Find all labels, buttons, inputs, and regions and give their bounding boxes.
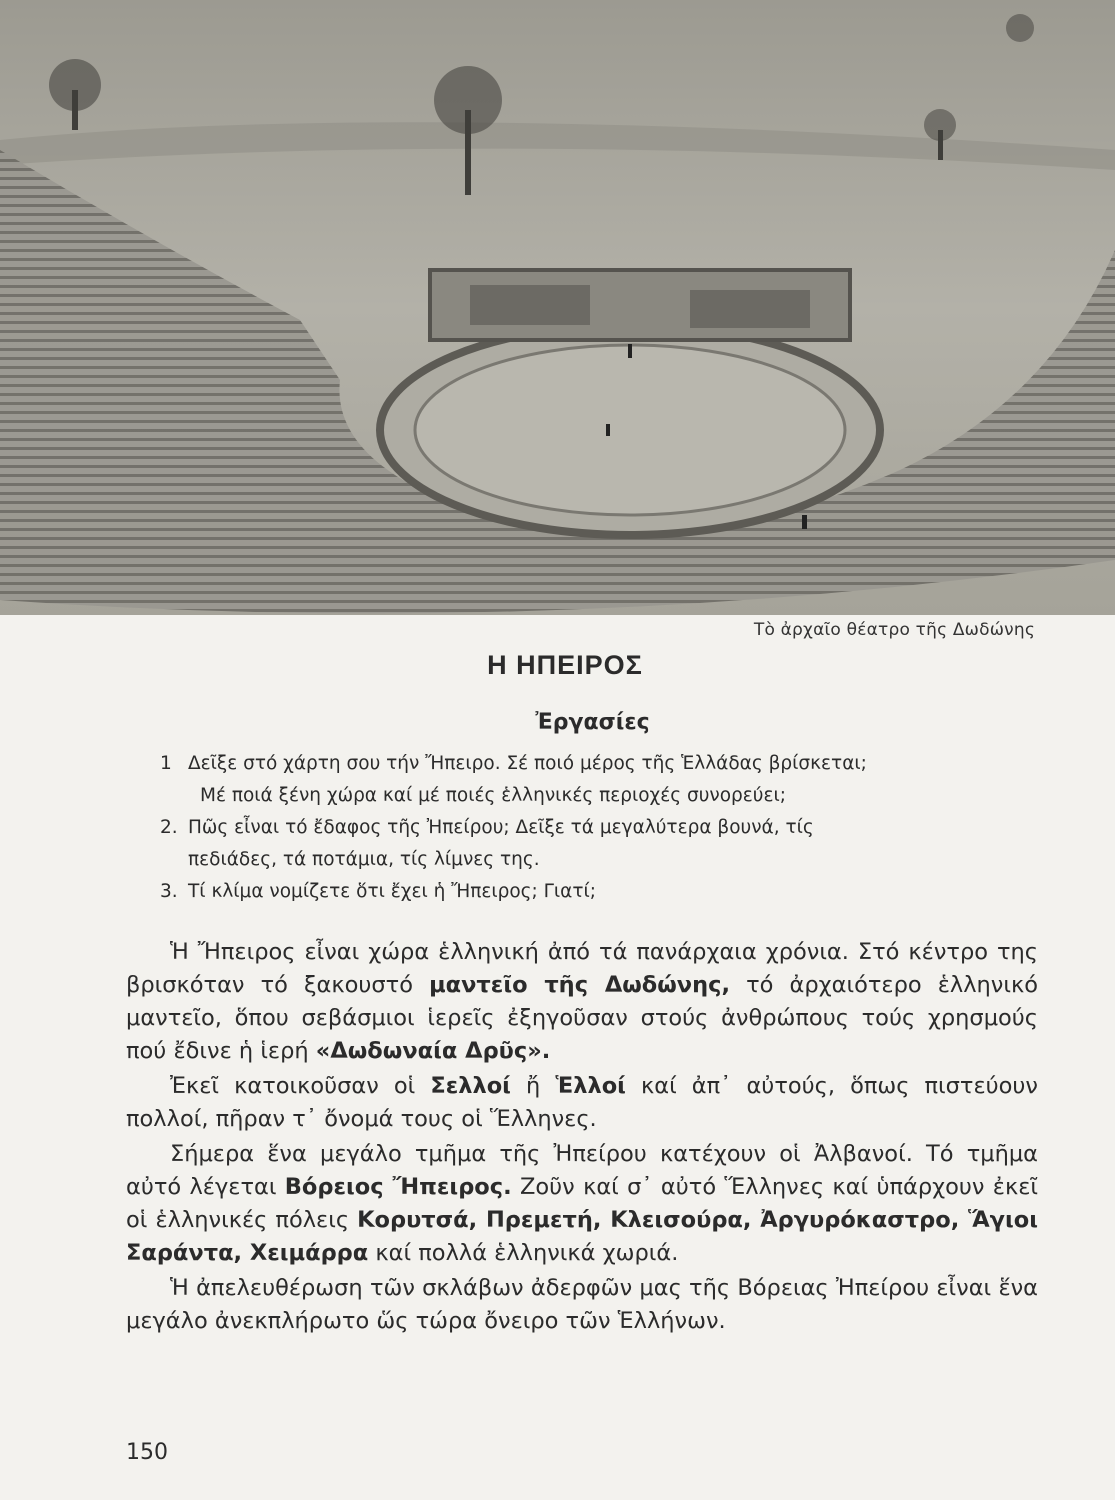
task-line: πεδιάδες, τά ποτάμια, τίς λίμνες της.: [188, 849, 540, 870]
bold-run: μαντεῖο τῆς Δωδώνης,: [429, 972, 731, 998]
dodona-theatre-photo: [0, 0, 1115, 615]
tasks-heading: Ἐργασίες: [535, 710, 650, 735]
photo-caption: Τὸ ἀρχαῖο θέατρο τῆς Δωδώνης: [753, 620, 1035, 640]
body-text: [126, 936, 1038, 1340]
text-run: Ἡ Ἤπειρος εἶναι χώρα ἑλληνική ἀπό τά πανάρχαια χρόνια. Στό κέντρο της βρισκόταν τό ξακουστό: [126, 939, 1038, 998]
theatre-illustration: [0, 0, 1115, 615]
text-run: ἤ: [510, 1073, 556, 1099]
text-run: καί ἀπ᾽ αὐτούς, ὅπως πιστεύουν πολλοί, πῆραν τ᾽ ὄνομά τους οἱ Ἕλληνες.: [126, 1073, 1038, 1132]
page-number: 150: [126, 1440, 168, 1465]
text-run: Ἡ ἀπελευθέρωση τῶν σκλάβων ἀδερφῶν μας τῆς Βόρειας Ἠπείρου εἶναι ἕνα μεγάλο ἀνεκπλήρωτο ὥς τώρα ὄνειρο τῶν Ἑλλήνων.: [126, 1275, 1038, 1334]
task-text: [188, 748, 1020, 812]
task-text: [188, 812, 1020, 876]
task-item: [160, 748, 1020, 812]
task-number: 1: [160, 753, 172, 774]
bold-run: Ἑλλοί: [555, 1073, 626, 1099]
paragraph-2: [126, 1070, 1038, 1136]
bold-run: Βόρειος Ἤπειρος.: [284, 1174, 512, 1200]
text-run: Σήμερα ἕνα μεγάλο τμῆμα τῆς Ἠπείρου κατέχουν οἱ Ἀλβανοί. Τό τμῆμα αὐτό λέγεται: [126, 1141, 1038, 1200]
task-line: Τί κλίμα νομίζετε ὅτι ἔχει ἡ Ἤπειρος; Γιατί;: [188, 881, 597, 902]
task-line: Δεῖξε στό χάρτη σου τήν Ἤπειρο. Σέ ποιό μέρος τῆς Ἑλλάδας βρίσκεται;: [188, 753, 867, 774]
bold-run: Κορυτσά, Πρεμετή, Κλεισούρα, Ἀργυρόκαστρο, Ἅγιοι Σαράντα, Χειμάρρα: [126, 1207, 1038, 1266]
task-item: [160, 812, 1020, 876]
text-run: Ἐκεῖ κατοικοῦσαν οἱ: [170, 1073, 431, 1099]
task-item: [160, 876, 1020, 908]
paragraph-3: [126, 1138, 1038, 1270]
task-line: Πῶς εἶναι τό ἔδαφος τῆς Ἠπείρου; Δεῖξε τά μεγαλύτερα βουνά, τίς: [188, 817, 814, 838]
text-run: Ζοῦν καί σ᾽ αὐτό Ἕλληνες καί ὑπάρχουν ἐκεῖ οἱ ἑλληνικές πόλεις: [126, 1174, 1039, 1233]
text-run: τό ἀρχαιότερο ἑλληνικό μαντεῖο, ὅπου σεβάσμιοι ἱερεῖς ἐξηγοῦσαν στούς ἀνθρώπους τούς χρησμούς πού ἔδινε ἡ ἱερή: [126, 972, 1038, 1064]
bold-run: «Δωδωναία Δρῦς».: [315, 1038, 551, 1064]
paragraph-4: [126, 1272, 1038, 1338]
paragraph-1: [126, 936, 1038, 1068]
task-number: 3.: [160, 881, 178, 902]
task-line: Μέ ποιά ξένη χώρα καί μέ ποιές ἑλληνικές περιοχές συνορεύει;: [200, 785, 786, 806]
task-number: 2.: [160, 817, 178, 838]
tasks-list: [160, 748, 1020, 908]
task-text: [188, 876, 1020, 908]
bold-run: Σελλοί: [430, 1073, 511, 1099]
text-run: καί πολλά ἑλληνικά χωριά.: [368, 1240, 679, 1266]
page-title: Η ΗΠΕΙΡΟΣ: [487, 650, 643, 680]
